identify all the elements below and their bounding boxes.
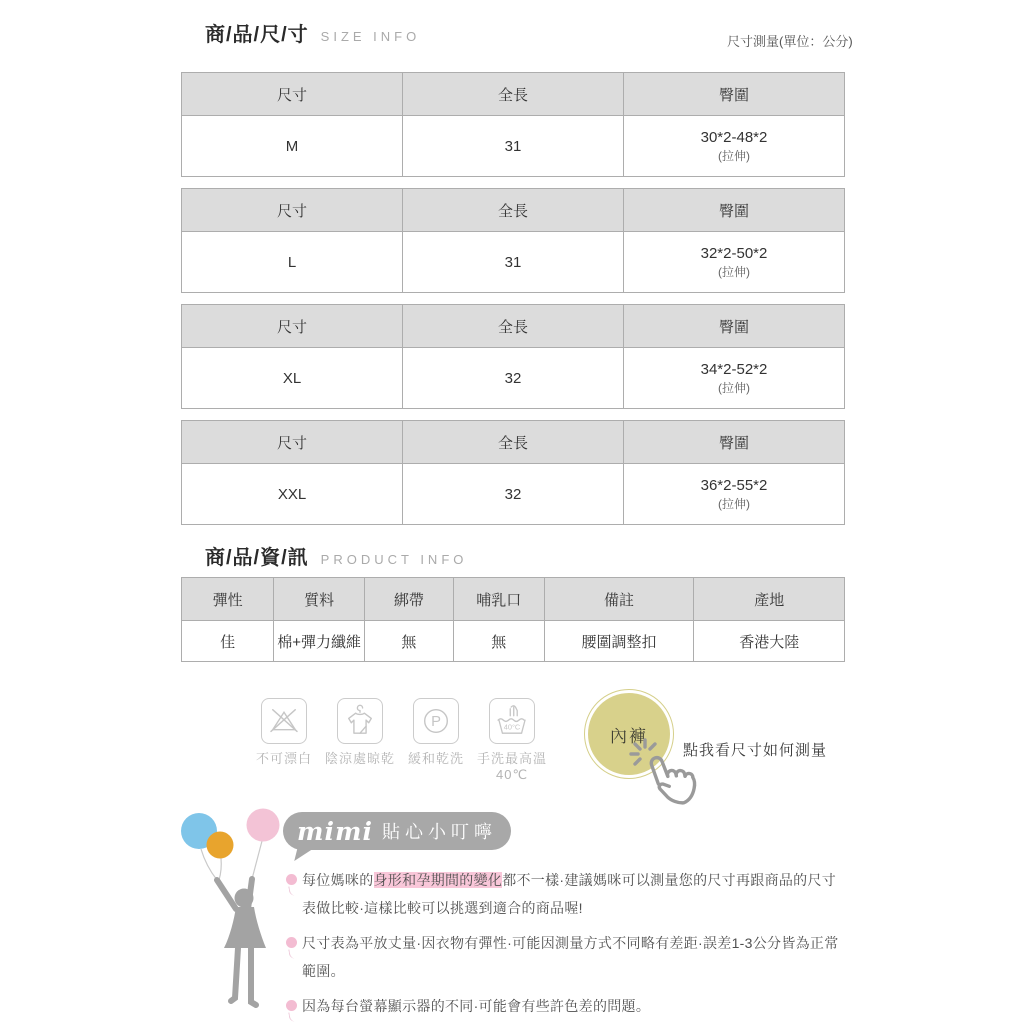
length-value: 32 — [403, 464, 624, 525]
col-header-length: 全長 — [403, 421, 624, 464]
care-label-temp: 40℃ — [496, 767, 529, 782]
tip-text: 每位媽咪的 — [302, 872, 374, 888]
length-value: 31 — [403, 116, 624, 177]
care-item-gentle-dry-clean — [408, 698, 464, 767]
care-label: 手洗最高溫 — [477, 751, 548, 766]
dry-in-shade-icon — [337, 698, 383, 744]
hip-note: (拉伸) — [718, 148, 750, 163]
tips-list — [286, 866, 844, 1024]
remarks-value: 腰圍調整扣 — [544, 621, 694, 662]
col-header-hip: 臀圍 — [624, 305, 845, 348]
size-section-subtitle: SIZE INFO — [320, 29, 421, 44]
origin-value: 香港大陸 — [694, 621, 845, 662]
balloon-pink — [247, 809, 280, 842]
product-section-header — [205, 541, 467, 570]
size-table-xl — [181, 304, 845, 409]
col-header-hip: 臀圍 — [624, 73, 845, 116]
col-header-nursing: 哺乳口 — [453, 578, 544, 621]
size-section-header — [205, 18, 420, 47]
ties-value: 無 — [364, 621, 453, 662]
col-header-hip: 臀圍 — [624, 421, 845, 464]
elasticity-value: 佳 — [182, 621, 274, 662]
tip-text: 因為每台螢幕顯示器的不同·可能會有些許色差的問題。 — [302, 998, 651, 1014]
col-header-length: 全長 — [403, 73, 624, 116]
hip-value: 32*2-50*2 — [700, 244, 768, 262]
size-table-m — [181, 72, 845, 177]
measure-unit-note: 尺寸測量(單位：公分) — [727, 34, 853, 49]
tip-item-2 — [286, 929, 844, 985]
mimi-logo-text: mimi — [297, 816, 373, 846]
col-header-length: 全長 — [403, 305, 624, 348]
gentle-dry-clean-icon — [413, 698, 459, 744]
size-value: M — [182, 116, 403, 177]
care-label: 陰涼處晾乾 — [325, 751, 396, 766]
measure-guide-link[interactable]: 點我看尺寸如何測量 — [683, 742, 828, 759]
nursing-value: 無 — [453, 621, 544, 662]
balloon-bullet-icon — [286, 937, 297, 948]
hip-value: 30*2-48*2 — [700, 128, 768, 146]
mimi-tips-bubble — [283, 812, 511, 850]
product-info-table — [181, 577, 845, 662]
hip-note: (拉伸) — [718, 380, 750, 395]
size-table-xxl — [181, 420, 845, 525]
col-header-size: 尺寸 — [182, 189, 403, 232]
material-value: 棉+彈力纖維 — [274, 621, 365, 662]
hip-cell — [624, 116, 845, 177]
tip-item-3 — [286, 992, 844, 1020]
col-header-size: 尺寸 — [182, 305, 403, 348]
size-section-title: 商/品/尺/寸 — [205, 24, 309, 46]
product-section-subtitle: PRODUCT INFO — [320, 552, 468, 567]
hip-cell — [624, 464, 845, 525]
hand-wash-icon — [489, 698, 535, 744]
tip-text: 都不一樣·建議媽咪可以測量您的尺寸再跟商品的尺寸表做比較·這樣比較可以挑選到適合的商品喔! — [302, 872, 837, 916]
no-bleach-icon — [261, 698, 307, 744]
size-tables — [181, 72, 845, 536]
tip-item-1 — [286, 866, 844, 922]
col-header-remarks: 備註 — [544, 578, 694, 621]
product-section-title: 商/品/資/訊 — [205, 547, 309, 569]
mimi-tips-title: 貼心小叮嚀 — [381, 822, 497, 842]
size-value: XL — [182, 348, 403, 409]
hip-note: (拉伸) — [718, 496, 750, 511]
girl-silhouette — [217, 879, 266, 1005]
col-header-size: 尺寸 — [182, 421, 403, 464]
wash-temp-label: 40°C — [503, 722, 521, 732]
care-label: 不可漂白 — [256, 751, 313, 766]
hip-cell — [624, 348, 845, 409]
col-header-origin: 產地 — [694, 578, 845, 621]
care-item-no-bleach — [256, 698, 312, 767]
size-table-l — [181, 188, 845, 293]
tip-text: 尺寸表為平放丈量·因衣物有彈性·可能因測量方式不同略有差距·誤差1-3公分皆為正常範圍。 — [302, 935, 839, 979]
col-header-hip: 臀圍 — [624, 189, 845, 232]
tip-text-highlight: 身形和孕期間的變化 — [373, 872, 503, 888]
balloon-bullet-icon — [286, 1000, 297, 1011]
hip-value: 36*2-55*2 — [700, 476, 768, 494]
col-header-ties: 綁帶 — [364, 578, 453, 621]
balloon-orange — [207, 832, 234, 859]
measure-circle-label: 內褲 — [610, 726, 648, 746]
col-header-length: 全長 — [403, 189, 624, 232]
care-label: 緩和乾洗 — [408, 751, 465, 766]
care-item-hand-wash — [477, 698, 547, 783]
size-value: L — [182, 232, 403, 293]
length-value: 32 — [403, 348, 624, 409]
hip-cell — [624, 232, 845, 293]
hip-value: 34*2-52*2 — [700, 360, 768, 378]
dry-clean-letter: P — [431, 714, 441, 731]
care-item-dry-in-shade — [325, 698, 395, 767]
col-header-elasticity: 彈性 — [182, 578, 274, 621]
balloon-bullet-icon — [286, 874, 297, 885]
size-value: XXL — [182, 464, 403, 525]
hip-note: (拉伸) — [718, 264, 750, 279]
col-header-size: 尺寸 — [182, 73, 403, 116]
length-value: 31 — [403, 232, 624, 293]
col-header-material: 質料 — [274, 578, 365, 621]
care-instructions — [256, 698, 547, 783]
